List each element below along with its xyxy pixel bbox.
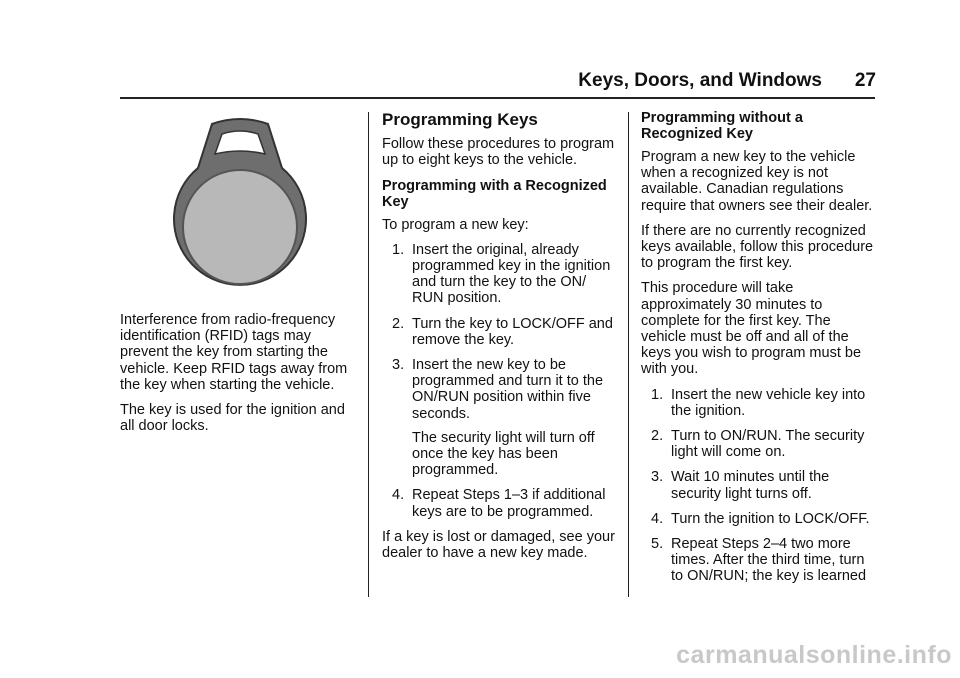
step-text: Insert the new key to be programmed and turn it to the ON/RUN position within five seconds.: [412, 357, 604, 422]
subheading-without-key: Programming without a Recognized Key: [641, 110, 803, 142]
paragraph: This procedure will take approximately 30 minutes to complete for the first key. The vehicle must be off and all of the keys you wish to program must be with you.: [641, 280, 862, 378]
steps-list: [641, 387, 877, 585]
step-text: Insert the new vehicle key into the ignition.: [671, 386, 866, 419]
column-2: [382, 110, 618, 570]
step-number: 3.: [392, 357, 405, 374]
outro-text: If a key is lost or damaged, see your dealer to have a new key made.: [382, 528, 615, 562]
list-item: [382, 357, 618, 478]
rfid-interference-text: Interference from radio-frequency identification (RFID) tags may prevent the key from starting the vehicle. Keep RFID tags away from the key when starting the vehicle.: [120, 312, 348, 393]
step-number: 4.: [392, 487, 405, 504]
intro-text: Follow these procedures to program up to eight keys to the vehicle.: [382, 136, 615, 169]
list-item: [382, 242, 618, 307]
step-text: Turn the key to LOCK/OFF and remove the key.: [412, 315, 613, 348]
step-text: Repeat Steps 2–4 two more times. After the third time, turn to ON/RUN; the key is learned: [671, 536, 867, 585]
step-number: 5.: [651, 536, 664, 553]
list-item: [641, 536, 877, 585]
subheading-with-key: Programming with a Recognized Key: [382, 177, 607, 210]
key-usage-text: The key is used for the ignition and all door locks.: [120, 402, 345, 435]
list-item: [641, 469, 877, 501]
lead-text: To program a new key:: [382, 216, 529, 233]
column-divider-1: [368, 112, 369, 597]
step-number: 4.: [651, 510, 664, 527]
watermark: carmanualsonline.info: [676, 641, 952, 669]
column-divider-2: [628, 112, 629, 597]
column-1: [120, 110, 356, 443]
list-item: [641, 387, 877, 419]
rfid-key-fob-illustration: [170, 116, 310, 296]
step-number: 3.: [651, 469, 664, 486]
header-divider: [120, 97, 875, 99]
step-number: 2.: [392, 315, 405, 332]
step-number: 1.: [651, 386, 664, 403]
step-number: 1.: [392, 241, 405, 258]
step-text: Turn the ignition to LOCK/OFF.: [671, 510, 870, 527]
list-item: [641, 428, 877, 460]
column-3: [641, 110, 877, 594]
paragraph: Program a new key to the vehicle when a recognized key is not available. Canadian regulations require that owners see their dealer.: [641, 149, 873, 214]
step-text: Turn to ON/RUN. The security light will come on.: [671, 428, 865, 461]
page-number: 27: [854, 70, 876, 91]
step-note: The security light will turn off once the key has been programmed.: [412, 429, 595, 479]
paragraph: If there are no currently recognized keys available, follow this procedure to program the first key.: [641, 222, 874, 272]
list-item: [382, 487, 618, 519]
list-item: [641, 511, 877, 527]
step-text: Insert the original, already programmed key in the ignition and turn the key to the ON/ RUN position.: [412, 241, 611, 307]
step-number: 2.: [651, 428, 664, 445]
step-text: Wait 10 minutes until the security light turns off.: [671, 469, 830, 502]
page-header-title: Keys, Doors, and Windows: [578, 70, 822, 91]
list-item: [382, 316, 618, 348]
section-heading: Programming Keys: [382, 110, 538, 129]
steps-list: [382, 242, 618, 520]
step-text: Repeat Steps 1–3 if additional keys are to be programmed.: [412, 487, 606, 520]
